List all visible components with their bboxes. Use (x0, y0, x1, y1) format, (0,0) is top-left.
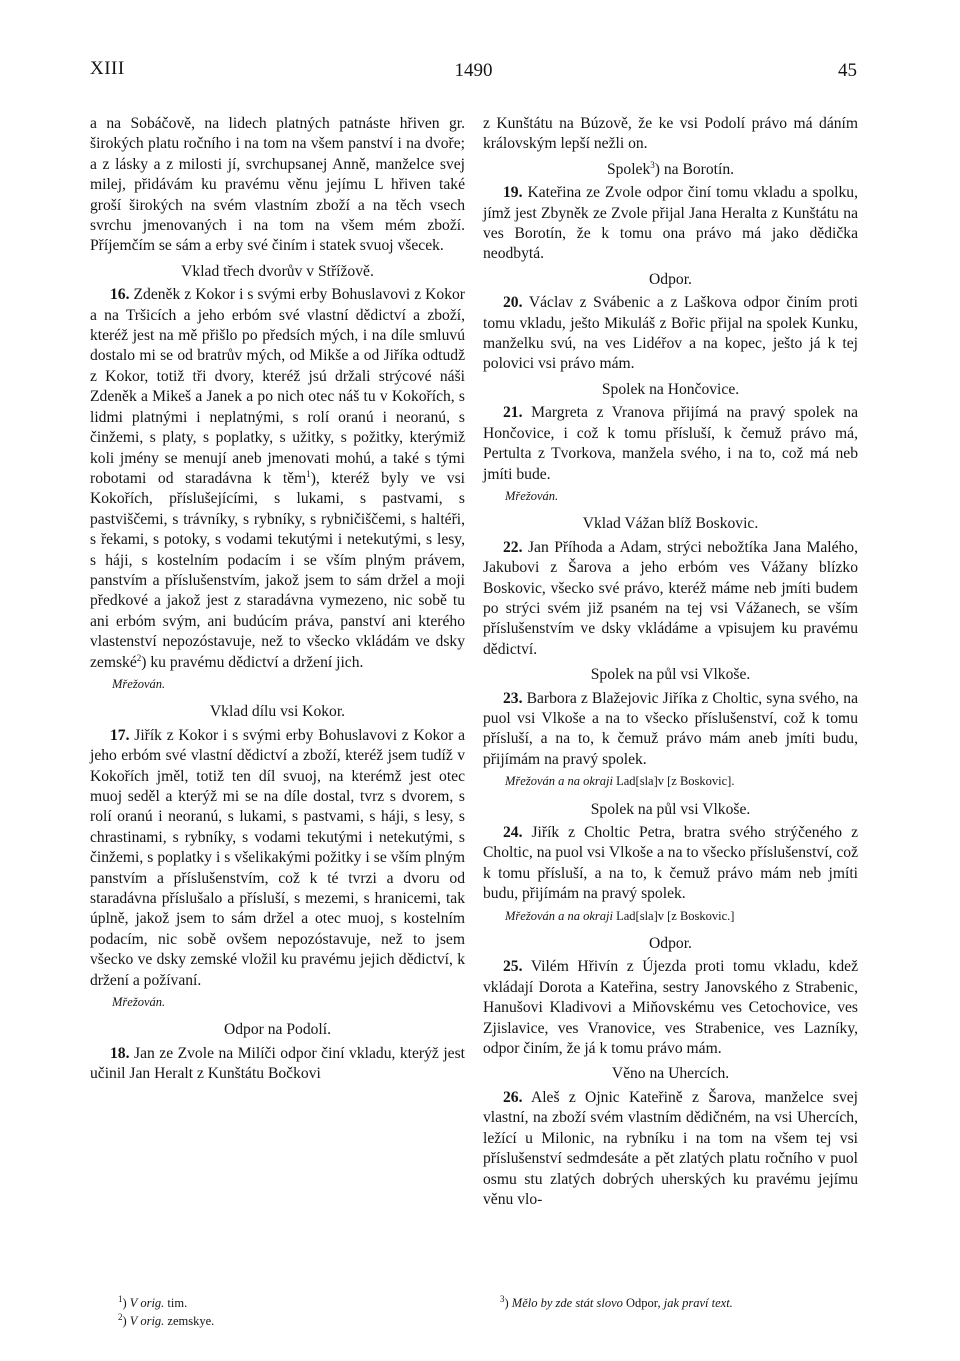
footnotes-right (500, 1294, 733, 1312)
note-italic: Mřežován a na okraji (505, 774, 613, 789)
entry-note: Mřežován. (112, 995, 166, 1010)
entry-text: Kateřina ze Zvole odpor činí tomu vkladu a spolku, jímž jest Zbyněk ze Zvole přijal Jana Heralta z Kunštátu na ves Borotín, že k tomu ona právo má jako dědička neodbytá. (483, 184, 858, 263)
entry-text: Jan ze Zvole na Milíči odpor činí vkladu, kterýž jest učinil Jan Heralt z Kunštátu Bočkovi (90, 1044, 465, 1083)
section-heading: Věno na Uhercích. (611, 1065, 730, 1083)
footnote-mark: 1 (118, 1293, 123, 1304)
entry-24 (483, 823, 858, 905)
entry-text: Margreta z Vranova přijímá na pravý spolek na Hončovice, i což k tomu přísluší, k čemuž právo má, Pertulta z Tvorkova, manžela svého, i na to, což má neb jmíti bude. (483, 404, 859, 483)
footnote-italic: V orig. (129, 1296, 165, 1310)
footnote: $^2$) V orig. zemskye. (118, 1311, 215, 1328)
footnote-ref: 1 (306, 468, 311, 479)
right-column (483, 114, 858, 1210)
left-column (90, 114, 465, 1085)
entry-number: 20. (503, 294, 523, 312)
entry-text: Zdeněk z Kokor i s svými erby Bohuslavovi z Kokor a na Tršicích a jeho erbóm své vlastní dědictví a zboží, kteréž jest na mě přišlo po předsích mých, i na díle smluvú dostalo mi se od bratrův mých, od Mikše a od Jiříka odtudž z Kokor, totiž tři dvory, kteréž jsú držali strýcové náši Zdeněk a Mikeš a Janek a po nich otec náš tu v Kokořích, s lidmi platnými i neplatnými, s rolí oranú i neoranú, s činžemi, s platy, s poplatky, s užitky, s požitky, kterýmiž koli jmény se menují aneb jmenovati mohú, a také s tými robotami od staradávna k těm (90, 286, 465, 487)
section-heading: Spolek na půl vsi Vlkoše. (590, 666, 751, 684)
section-heading: Vklad dílu vsi Kokor. (209, 703, 346, 721)
entry-number: 25. (503, 958, 523, 976)
page-number: 45 (838, 60, 857, 81)
entry-text: ) ku pravému dědictví a držení jich. (141, 653, 364, 671)
footnote-italic: V orig. (129, 1314, 165, 1328)
entry-number: 24. (503, 824, 523, 841)
footnote-text: tim. (167, 1296, 188, 1310)
entry-18 (90, 1044, 465, 1085)
entry-number: 16. (110, 286, 130, 304)
entry-26 (483, 1088, 858, 1210)
section-heading: Spolek na půl vsi Vlkoše. (590, 800, 751, 818)
entry-number: 21. (503, 404, 523, 422)
entry-note (505, 771, 858, 791)
footnote-text: zemskye. (167, 1314, 215, 1328)
footnote-italic: jak praví text. (663, 1296, 733, 1310)
footnote-text: Odpor, (626, 1296, 661, 1310)
note-italic: Mřežován a na okraji (505, 908, 613, 923)
footnote: $^1$) V orig. tim. (118, 1293, 188, 1310)
footnote-ref: 3 (650, 159, 655, 170)
entry-text: Jiřík z Kokor i s svými erby Bohuslavovi z Kokor a jeho erbóm své vlastní dědictví a zboží, kteréž jsem tudíž v Kokořích jměl, totiž ten díl svuoj, na kterémž jest otec muoj seděl a kterýž mi se na díle dostal, tvrz s dvorem, s rolí oranú i neoranú, s lukami, s pastvami, s háji, s lesy, s chrastinami, s rybníky, s vodami tekutými i netekutými, s činžemi, s poplatky i s všelikakými požitky i se vším plným panstvím a příslušenstvím, což k té tvrzi a dvoru od staradávna příslušalo a přísluší, s mezemi, s hranicemi, tak úplně, jakož jsem to sám držel a otec muoj, s kostelním podacím, nic sobě ovšem nepozóstavuje, než to jsem všecko ve dsky zemské vložil ku pravému jejich dědictví, k držení a požívaní. (90, 726, 465, 989)
page-header (90, 58, 857, 88)
entry-number: 18. (110, 1044, 130, 1062)
footnotes-left (118, 1294, 214, 1330)
entry-number: 26. (503, 1088, 523, 1106)
entry-number: 23. (503, 689, 523, 707)
entry-number: 17. (110, 726, 130, 744)
entry-number: 22. (503, 538, 523, 556)
note-upright: Lad[sla]v [z Boskovic]. (616, 774, 735, 789)
entry-text: Vilém Hřivín z Újezda proti tomu vkladu, kdež vkládají Dorota a Kateřina, sestry Janovského z Strabenic, Hanušovi Kladivovi a Miňovskému ves Cetochovice, ves Zjislavice, ves Vranovice, ves Strabenice, ves Lazníky, odpor činím, že já k tomu právo mám. (483, 958, 858, 1058)
entry-23 (483, 689, 858, 771)
section-heading (483, 160, 858, 180)
footnote-mark: 3 (500, 1293, 505, 1304)
entry-20 (483, 293, 858, 375)
entry-text: Jan Příhoda a Adam, strýci nebožtíka Jana Malého, Jakubovi z Šarova a jeho erbóm ves Vážany blízko Boskovic, všecko své právo, kteréž máme neb jmíti budem po strýci svém již psaném na tej vsi Vážanech, se vším příslušenstvím ve dsky vkládáme a vpisujem ku pravému dědictví. (483, 538, 858, 658)
entry-21 (483, 403, 858, 485)
section-heading: Vklad Vážan blíž Boskovic. (582, 515, 759, 533)
intro-paragraph: a na Sobáčově, na lidech platných patnáste hřiven gr. širokých platu ročního i na tom na všem panství i na dvoře; a z lásky a z milosti jí, svrchupsanej Anně, manželce svej milej, přidávám ku pravému věnu jejímu L hřiven také groší širokých na svém vlastním zboží a na těch vsech svrchu jmenovaných i na tom na všem mém zboží. Příjemčím se sám a erby své činím i statek svuoj všecek. (90, 115, 465, 255)
heading-text: ) na Borotín. (654, 160, 735, 178)
entry-text: ), kteréž byly ve vsi Kokořích, příslušejícími, s lukami, s pastvami, s pastviščemi, s trávníky, s rybníky, s rybničiščemi, s haltéři, s řekami, s potoky, s vodami tekutými i netekutými, s lesy, s háji, s kostelním podacím i se vším plným právem, panstvím a příslušenstvím, jakož jsem to sám držel a moji předkové a jakož jest z staradávna vymezeno, nic sobě tu ani erbóm svým, ani budúcím práva, panství ani kterého vlastenství nepozóstavuje, než to všecko vkládám ve dsky zemské (90, 469, 465, 671)
footnote-ref: 2 (136, 652, 142, 663)
year-heading: 1490 (454, 60, 493, 81)
heading-text: Spolek (606, 160, 651, 178)
section-heading: Spolek na Hončovice. (601, 380, 740, 398)
note-upright: Lad[sla]v [z Boskovic.] (616, 908, 735, 923)
entry-text: Václav z Svábenic a z Laškova odpor činím proti tomu vkladu, ješto Mikuláš z Bořic přijal na spolek Kunku, manželku svú, na ves Lidéřov a na kopec, ješto já k tej polovici vsi právo mám. (483, 294, 859, 373)
entry-16 (90, 285, 465, 673)
entry-25 (483, 957, 858, 1059)
entry-note: Mřežován. (505, 488, 559, 503)
entry-note (505, 906, 858, 926)
section-heading: Odpor. (649, 935, 692, 953)
section-heading: Odpor na Podolí. (224, 1021, 331, 1039)
entry-17 (90, 726, 465, 991)
section-heading: Vklad třech dvorův v Střížově. (181, 262, 374, 280)
entry-text: Jiřík z Choltic Petra, bratra svého strýčeného z Choltic, na puol vsi Vlkoše a na to všecko příslušenství, což k tomu přísluší, a na to, k čemuž právo mám neb jmíti budu, přijímám na pravý spolek. (483, 824, 858, 903)
volume-number: XIII (90, 58, 125, 79)
footnote: $^3$) Mělo by zde stát slovo Odpor, jak praví text. (500, 1293, 733, 1310)
footnote-mark: 2 (118, 1311, 123, 1322)
entry-19 (483, 183, 858, 265)
section-heading: Odpor. (649, 270, 692, 288)
entry-note: Mřežován. (112, 676, 166, 691)
entry-22 (483, 538, 858, 660)
entry-text: Aleš z Ojnic Kateřině z Šarova, manželce svej vlastní, na zboží svém vlastním dědičném, na vsi Uhercích, ležící u Milonic, na rybníku i na tom na všem tej vsi příslušenství sedmdesáte a pět zlatých platu ročního v puol osmu stu zlatých dobrých uherských ku pravému jejímu věnu vlo- (483, 1088, 858, 1208)
entry-number: 19. (503, 184, 523, 202)
footnote-italic: Mělo by zde stát slovo (511, 1296, 623, 1310)
entry-text: Barbora z Blažejovic Jiříka z Choltic, syna svého, na puol vsi Vlkoše a na to všecko příslušenství, což k tomu přísluší, a na to, k čemuž právo mám aneb jmíti budu, přijímám na pravý spolek. (483, 689, 859, 768)
entry-18-continued: z Kunštátu na Búzově, že ke vsi Podolí právo má dáním královským lepší nežli on. (483, 115, 858, 153)
